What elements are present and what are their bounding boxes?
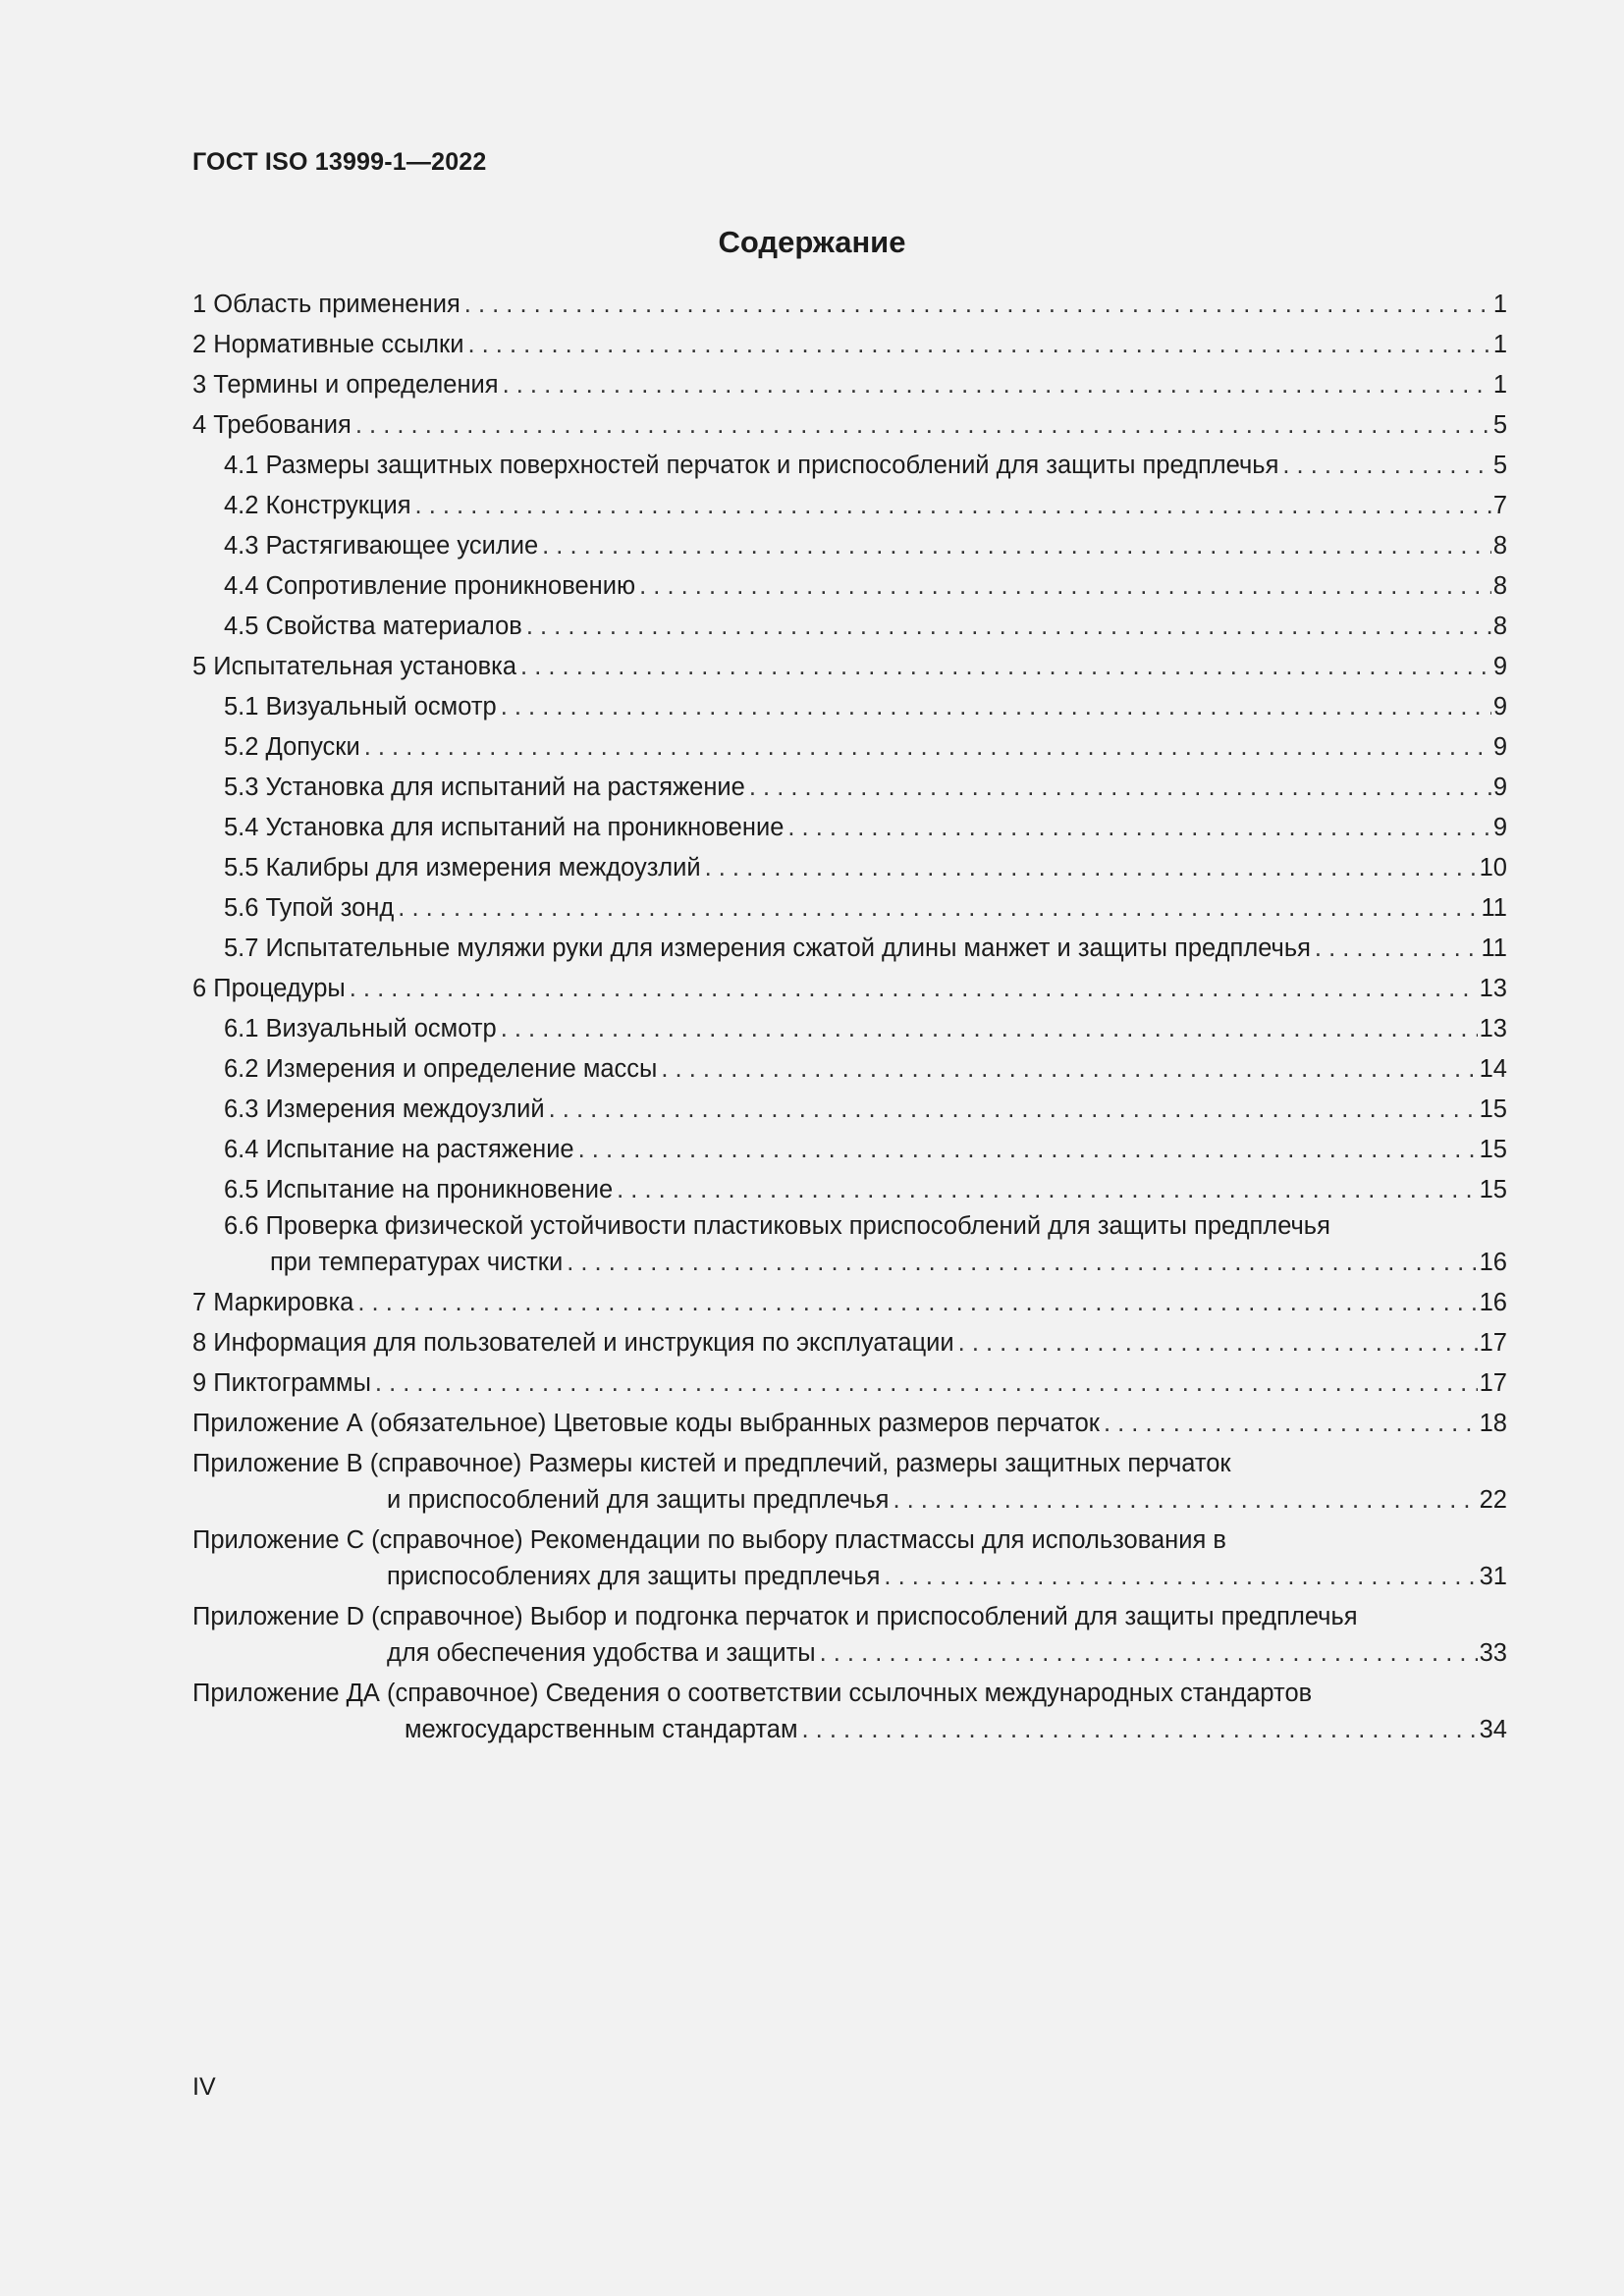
toc-entry-label: 6.4 Испытание на растяжение	[224, 1136, 574, 1163]
toc-entry-label: 5.4 Установка для испытаний на проникновение	[224, 814, 785, 841]
toc-dot-leader	[346, 969, 1478, 1009]
toc-dot-leader	[784, 808, 1490, 848]
toc-entry-page: 16	[1479, 1289, 1507, 1316]
toc-entry-label: Приложение С (справочное) Рекомендации по выбору пластмассы для использования в	[192, 1526, 1226, 1554]
toc-entry-label: 5.5 Калибры для измерения междоузлий	[224, 854, 701, 881]
toc-entry-page: 34	[1479, 1716, 1507, 1743]
toc-entry-label: 6 Процедуры	[192, 975, 346, 1002]
toc-dot-leader	[360, 727, 1491, 768]
toc-entry-label: Приложение D (справочное) Выбор и подгонка перчаток и приспособлений для защиты предплечья	[192, 1603, 1358, 1630]
toc-subentry[interactable]	[192, 808, 1507, 848]
toc-dot-leader	[411, 486, 1491, 526]
toc-entry[interactable]	[192, 365, 1507, 405]
toc-entry[interactable]	[192, 325, 1507, 365]
toc-subentry[interactable]	[192, 1049, 1507, 1090]
toc-entry-page: 17	[1479, 1329, 1507, 1357]
toc-dot-leader	[1311, 929, 1480, 969]
toc-entry-appendix-multiline[interactable]	[192, 1524, 1507, 1597]
toc-entry-label: 4.3 Растягивающее усилие	[224, 532, 539, 560]
toc-entry-label-continuation: приспособлениях для защиты предплечья	[387, 1563, 881, 1590]
toc-entry-label: 4.2 Конструкция	[224, 492, 411, 519]
toc-entry-label-continuation: для обеспечения удобства и защиты	[387, 1639, 816, 1667]
toc-dot-leader	[816, 1633, 1478, 1674]
toc-dot-leader	[353, 1283, 1477, 1323]
toc-entry-label: 3 Термины и определения	[192, 371, 499, 399]
toc-subentry[interactable]	[192, 1009, 1507, 1049]
toc-entry-page: 17	[1479, 1369, 1507, 1397]
toc-entry-page: 14	[1479, 1055, 1507, 1083]
toc-subentry[interactable]	[192, 929, 1507, 969]
toc-subentry[interactable]	[192, 687, 1507, 727]
toc-entry-label: 1 Область применения	[192, 291, 460, 318]
toc-dot-leader	[889, 1480, 1477, 1521]
toc-entry-label-continuation: и приспособлений для защиты предплечья	[387, 1486, 890, 1514]
toc-entry-appendix-multiline[interactable]	[192, 1678, 1507, 1750]
toc-subentry[interactable]	[192, 566, 1507, 607]
toc-entry-page: 15	[1479, 1095, 1507, 1123]
toc-dot-leader	[460, 285, 1491, 325]
toc-entry-label: Приложение А (обязательное) Цветовые коды выбранных размеров перчаток	[192, 1410, 1100, 1437]
toc-entry-label: Приложение ДА (справочное) Сведения о соответствии ссылочных международных стандартов	[192, 1680, 1313, 1707]
table-of-contents	[192, 285, 1507, 1750]
toc-dot-leader	[635, 566, 1491, 607]
toc-entry-page: 8	[1492, 613, 1507, 640]
toc-entry-appendix-multiline[interactable]	[192, 1601, 1507, 1674]
toc-dot-leader	[497, 1009, 1478, 1049]
toc-entry-page: 9	[1492, 653, 1507, 680]
toc-dot-leader	[574, 1130, 1478, 1170]
toc-dot-leader	[516, 647, 1491, 687]
toc-entry[interactable]	[192, 647, 1507, 687]
toc-entry-label: 5.1 Визуальный осмотр	[224, 693, 497, 721]
toc-entry-label: 6.3 Измерения междоузлий	[224, 1095, 545, 1123]
toc-subentry[interactable]	[192, 1170, 1507, 1210]
toc-entry[interactable]	[192, 1283, 1507, 1323]
toc-subentry[interactable]	[192, 1130, 1507, 1170]
toc-dot-leader	[613, 1170, 1477, 1210]
toc-entry-page: 18	[1479, 1410, 1507, 1437]
toc-subentry[interactable]	[192, 888, 1507, 929]
toc-dot-leader	[352, 405, 1491, 446]
document-id-header: ГОСТ ISO 13999-1—2022	[192, 148, 487, 176]
toc-entry-label: 6.5 Испытание на проникновение	[224, 1176, 614, 1203]
toc-dot-leader	[499, 365, 1491, 405]
toc-entry-page: 11	[1481, 894, 1507, 922]
toc-entry-page: 9	[1492, 814, 1507, 841]
toc-entry-page: 5	[1492, 452, 1507, 479]
toc-entry-page: 1	[1492, 331, 1507, 358]
toc-entry-label: 5.3 Установка для испытаний на растяжение	[224, 774, 745, 801]
toc-dot-leader	[522, 607, 1491, 647]
toc-entry-page: 22	[1479, 1486, 1507, 1514]
toc-entry-label: 6.1 Визуальный осмотр	[224, 1015, 497, 1042]
toc-entry-label: 5.6 Тупой зонд	[224, 894, 395, 922]
toc-entry-page: 33	[1479, 1639, 1507, 1667]
toc-subentry[interactable]	[192, 727, 1507, 768]
toc-dot-leader	[701, 848, 1478, 888]
toc-entry[interactable]	[192, 285, 1507, 325]
toc-entry-page: 8	[1492, 572, 1507, 600]
toc-subentry[interactable]	[192, 486, 1507, 526]
toc-dot-leader	[797, 1710, 1477, 1750]
toc-entry-page: 13	[1479, 1015, 1507, 1042]
toc-entry-page: 8	[1492, 532, 1507, 560]
toc-entry-label: 5.2 Допуски	[224, 733, 360, 761]
toc-entry-label: Приложение В (справочное) Размеры кистей и предплечий, размеры защитных перчаток	[192, 1450, 1231, 1477]
toc-entry-appendix[interactable]	[192, 1404, 1507, 1444]
toc-dot-leader	[538, 526, 1491, 566]
toc-entry-label: 2 Нормативные ссылки	[192, 331, 464, 358]
page-number: IV	[192, 2073, 216, 2101]
toc-entry[interactable]	[192, 1323, 1507, 1363]
toc-entry-page: 9	[1492, 693, 1507, 721]
toc-entry-page: 11	[1481, 934, 1507, 962]
toc-subentry-multiline[interactable]	[192, 1210, 1507, 1283]
toc-entry-page: 1	[1492, 371, 1507, 399]
toc-entry-label: 4 Требования	[192, 411, 352, 439]
toc-entry-page: 15	[1479, 1176, 1507, 1203]
toc-entry[interactable]	[192, 405, 1507, 446]
toc-dot-leader	[371, 1363, 1478, 1404]
toc-subentry[interactable]	[192, 1090, 1507, 1130]
toc-entry-page: 1	[1492, 291, 1507, 318]
toc-entry-page: 5	[1492, 411, 1507, 439]
toc-subentry[interactable]	[192, 446, 1507, 486]
toc-entry-label: 5.7 Испытательные муляжи руки для измерения сжатой длины манжет и защиты предплечья	[224, 934, 1311, 962]
toc-dot-leader	[657, 1049, 1477, 1090]
toc-dot-leader	[1100, 1404, 1478, 1444]
toc-subentry[interactable]	[192, 848, 1507, 888]
toc-subentry[interactable]	[192, 768, 1507, 808]
toc-entry-label: 7 Маркировка	[192, 1289, 354, 1316]
toc-dot-leader	[463, 325, 1490, 365]
toc-entry-label: 4.4 Сопротивление проникновению	[224, 572, 636, 600]
toc-entry-page: 10	[1479, 854, 1507, 881]
toc-entry-label: 5 Испытательная установка	[192, 653, 517, 680]
toc-entry-label: 6.2 Измерения и определение массы	[224, 1055, 658, 1083]
toc-entry[interactable]	[192, 969, 1507, 1009]
toc-entry-page: 7	[1492, 492, 1507, 519]
toc-entry[interactable]	[192, 1363, 1507, 1404]
toc-dot-leader	[497, 687, 1491, 727]
toc-title: Содержание	[718, 225, 906, 259]
toc-entry-label: 4.5 Свойства материалов	[224, 613, 522, 640]
toc-dot-leader	[745, 768, 1491, 808]
toc-subentry[interactable]	[192, 526, 1507, 566]
toc-entry-label: 8 Информация для пользователей и инструкция по эксплуатации	[192, 1329, 954, 1357]
toc-entry-label: 9 Пиктограммы	[192, 1369, 371, 1397]
toc-dot-leader	[563, 1243, 1477, 1283]
toc-entry-page: 16	[1479, 1249, 1507, 1276]
toc-dot-leader	[545, 1090, 1478, 1130]
toc-entry-page: 9	[1492, 733, 1507, 761]
toc-entry-page: 15	[1479, 1136, 1507, 1163]
toc-entry-appendix-multiline[interactable]	[192, 1448, 1507, 1521]
toc-entry-label: 6.6 Проверка физической устойчивости пластиковых приспособлений для защиты предплечья	[224, 1212, 1330, 1240]
toc-entry-page: 31	[1479, 1563, 1507, 1590]
toc-entry-label-continuation: при температурах чистки	[270, 1249, 564, 1276]
toc-dot-leader	[954, 1323, 1478, 1363]
toc-entry-page: 13	[1479, 975, 1507, 1002]
toc-entry-page: 9	[1492, 774, 1507, 801]
toc-dot-leader	[880, 1557, 1477, 1597]
toc-subentry[interactable]	[192, 607, 1507, 647]
toc-entry-label: 4.1 Размеры защитных поверхностей перчаток и приспособлений для защиты предплечья	[224, 452, 1279, 479]
toc-dot-leader	[394, 888, 1479, 929]
toc-entry-label-continuation: межгосударственным стандартам	[405, 1716, 798, 1743]
toc-dot-leader	[1278, 446, 1490, 486]
